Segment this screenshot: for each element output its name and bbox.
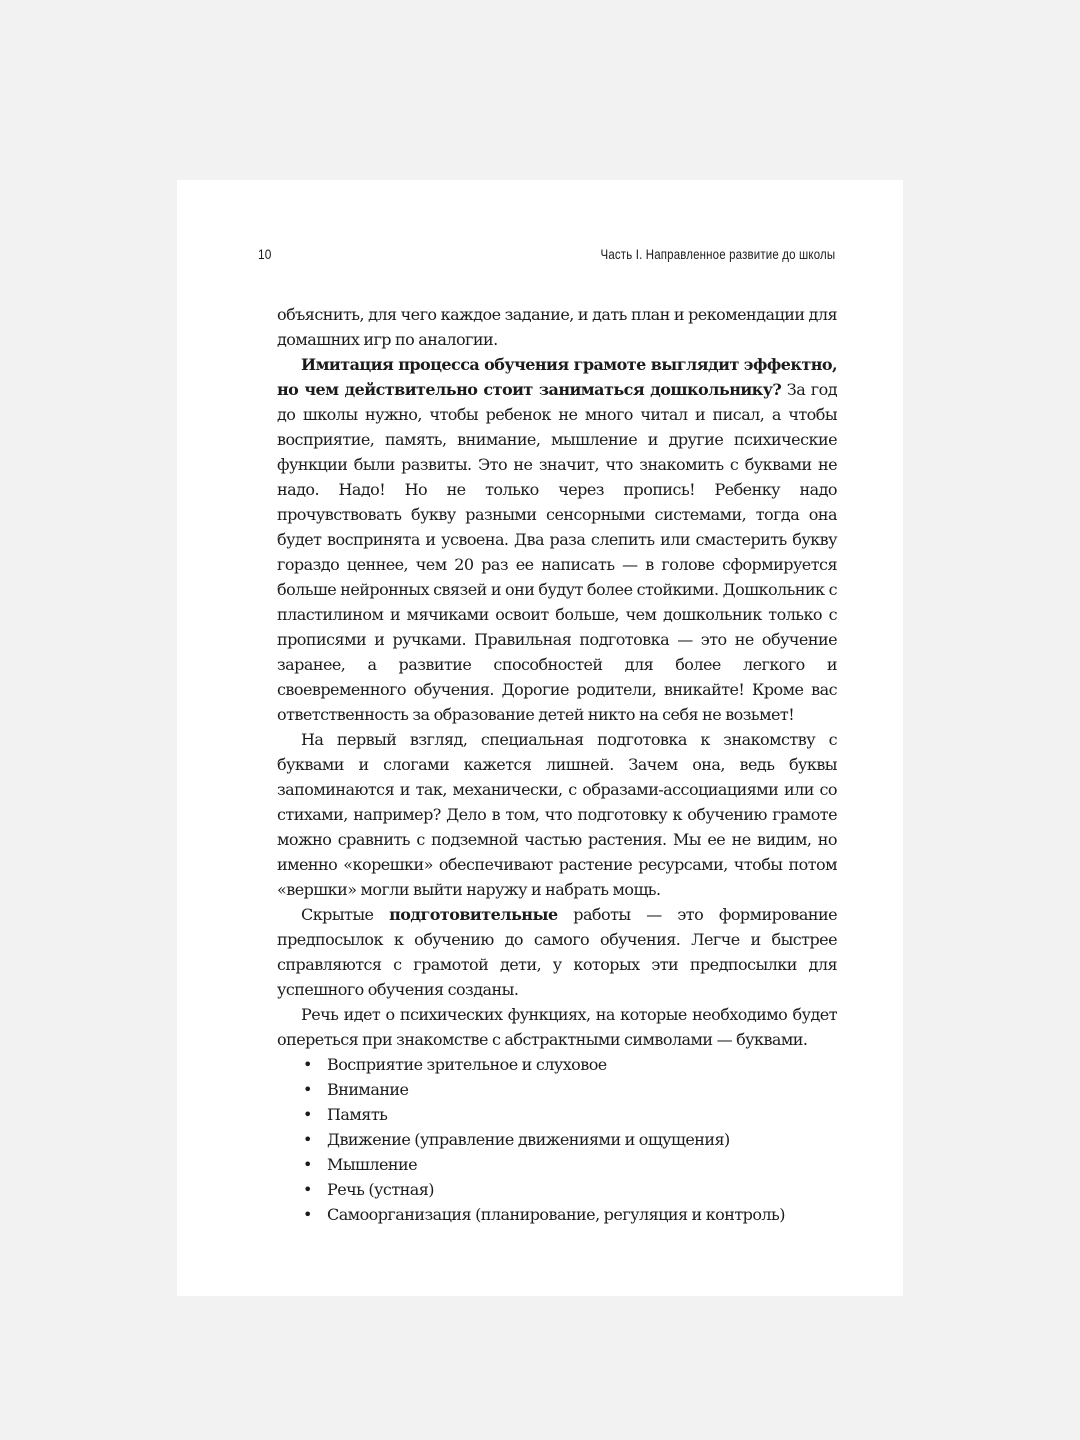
paragraph-text: Речь идет о психических функциях, на которые необходимо будет опереться при знакомстве с абстрактными символами — буквами.: [277, 1005, 837, 1049]
paragraph-first-glance: [277, 727, 837, 902]
page-number: 10: [258, 246, 272, 262]
bullet-item: • Самоорганизация (планирование, регуляция и контроль): [277, 1202, 837, 1227]
bold-question: Имитация процесса обучения грамоте выглядит эффектно, но чем действительно стоит заниматься дошкольнику?: [277, 355, 837, 399]
chapter-title: Часть I. Направленное развитие до школы: [600, 246, 835, 262]
bullet-item: • Речь (устная): [277, 1177, 837, 1202]
bold-term: подготовительные: [389, 905, 558, 924]
bullet-item: • Восприятие зрительное и слуховое: [277, 1052, 837, 1077]
paragraph-text: На первый взгляд, специальная подготовка к знакомству с буквами и слогами кажется лишней. Зачем она, ведь буквы запоминаются и так, механически, с образами-ассоциациями или со стихами, например? Дело в том, что подготовку к обучению грамоте можно сравнить с подземной частью растения. Мы ее не видим, но именно «корешки» обеспечивают растение ресурсами, чтобы потом «вершки» могли выйти наружу и набрать мощь.: [277, 730, 837, 899]
bullet-item: • Мышление: [277, 1152, 837, 1177]
bullet-item: • Память: [277, 1102, 837, 1127]
paragraph-functions: [277, 1002, 837, 1052]
bullet-list: [277, 1052, 837, 1227]
paragraph-text: работы — это формирование предпосылок к обучению до самого обучения. Легче и быстрее справляются с грамотой дети, у которых эти предпосылки для успешного обучения созданы.: [277, 905, 837, 999]
paragraph-hidden-work: [277, 902, 837, 1002]
book-page: [177, 180, 903, 1296]
paragraph-text: объяснить, для чего каждое задание, и дать план и рекомендации для домашних игр по аналогии.: [277, 305, 837, 349]
paragraph-continuation: [277, 302, 837, 352]
paragraph-text: За год до школы нужно, чтобы ребенок не много читал и писал, а чтобы восприятие, память, внимание, мышление и другие психические функции были развиты. Это не значит, что знакомить с буквами не надо. Надо! Но не только через пропись! Ребенку надо прочувствовать букву разными сенсорными системами, тогда она будет воспринята и усвоена. Два раза слепить или смастерить букву гораздо ценнее, чем 20 раз ее написать — в голове сформируется больше нейронных связей и они будут более стойкими. Дошкольник с пластилином и мячиками освоит больше, чем дошкольник только с прописями и ручками. Правильная подготовка — это не обучение заранее, а развитие способностей для более легкого и своевременного обучения. Дорогие родители, вникайте! Кроме вас ответственность за образование детей никто на себя не возьмет!: [277, 380, 837, 724]
paragraph-imitation: [277, 352, 837, 727]
bullet-item: • Движение (управление движениями и ощущения): [277, 1127, 837, 1152]
body-text: [277, 302, 837, 1227]
bullet-item: • Внимание: [277, 1077, 837, 1102]
running-head: [258, 246, 835, 266]
paragraph-text: Скрытые: [301, 905, 390, 924]
